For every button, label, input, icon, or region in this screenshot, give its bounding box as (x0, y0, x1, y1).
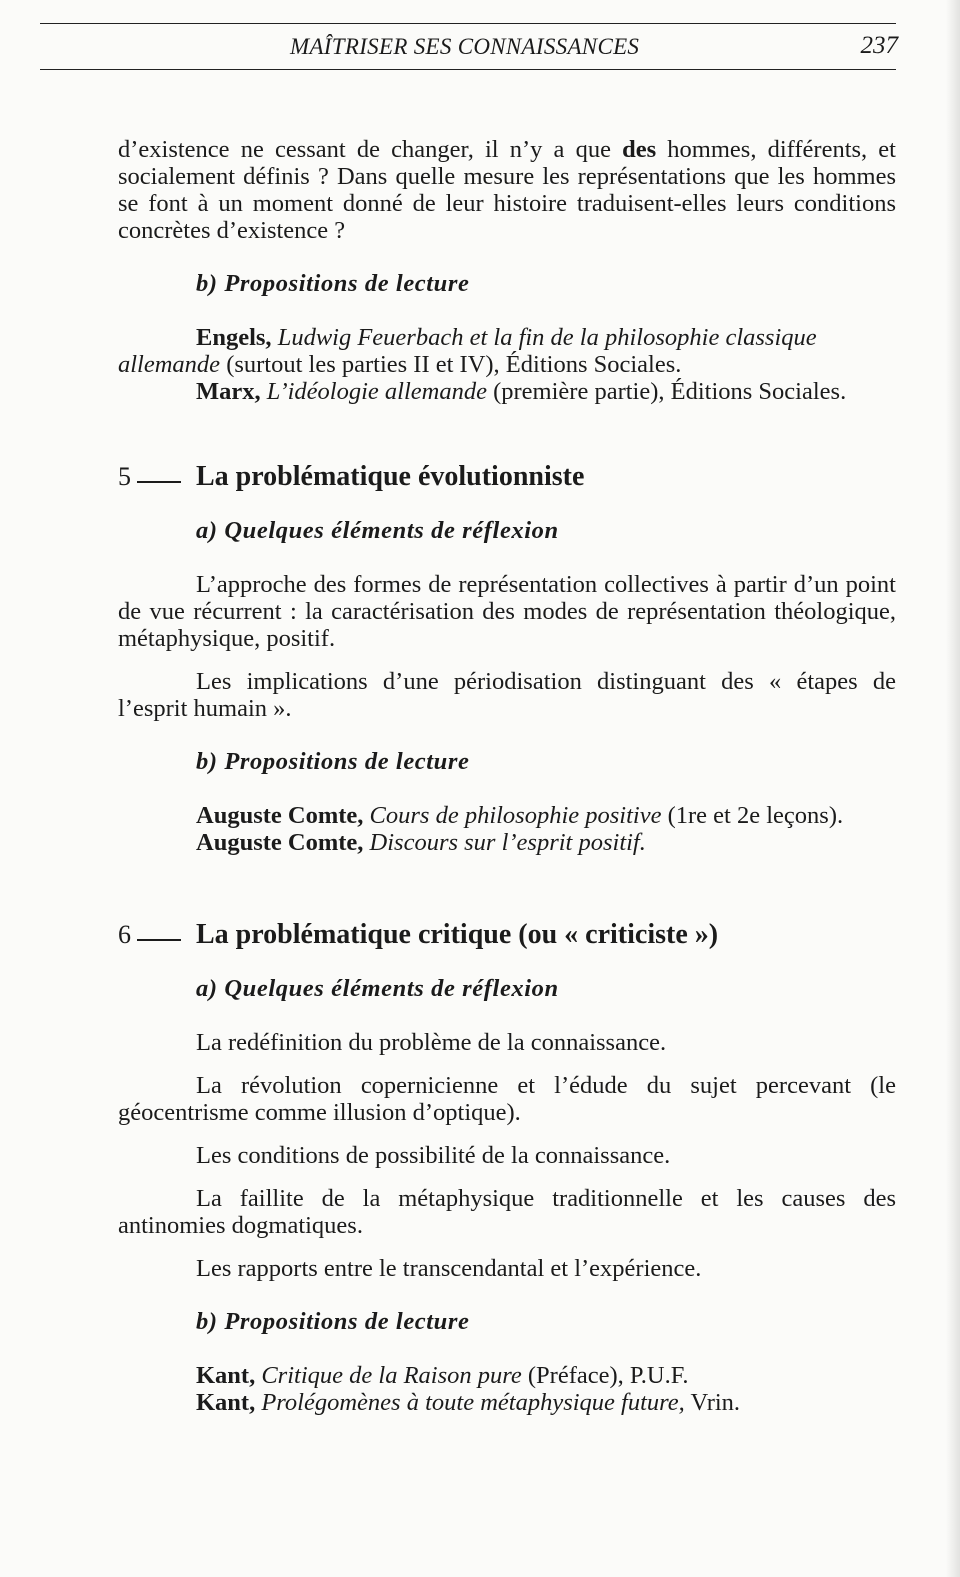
intro-paragraph: d’existence ne cessant de changer, il n’y a que des hommes, différents, et socialement définis ? Dans quelle mesure les représentations que les hommes se font à un moment donné de leur histoire traduisent-elles leurs conditions concrètes d’existence ? (118, 136, 896, 244)
reading-ref-comte-cours: Auguste Comte, Cours de philosophie positive (1re et 2e leçons). (196, 802, 844, 829)
section-6-reading-heading: b) Propositions de lecture (196, 1308, 470, 1335)
page-number: 237 (860, 32, 898, 59)
running-title: MAÎTRISER SES CONNAISSANCES (290, 34, 640, 59)
section-6-paragraph-3: Les conditions de possibilité de la connaissance. (196, 1142, 671, 1169)
section-6-paragraph-4: La faillite de la métaphysique traditionnelle et les causes des antinomies dogmatiques. (118, 1185, 896, 1239)
reading-ref-marx: Marx, L’idéologie allemande (première partie), Éditions Sociales. (196, 378, 847, 405)
part4-reading-list (118, 324, 896, 405)
section-6-paragraph-2: La révolution copernicienne et l’édude du sujet percevant (le géocentrisme comme illusion d’optique). (118, 1072, 896, 1126)
section-6-paragraph-5: Les rapports entre le transcendantal et l’expérience. (196, 1255, 702, 1282)
reading-ref-comte-discours: Auguste Comte, Discours sur l’esprit positif. (196, 829, 646, 856)
section-6-reading-list (118, 1362, 896, 1416)
reading-ref-kant-critique: Kant, Critique de la Raison pure (Préface), P.U.F. (196, 1362, 689, 1389)
section-5-paragraph-1: L’approche des formes de représentation collectives à partir d’un point de vue récurrent : la caractérisation des modes de représentation théologique, métaphysique, positif. (118, 571, 896, 652)
part4-reading-heading: b) Propositions de lecture (196, 270, 470, 297)
section-5-paragraph-2: Les implications d’une périodisation distinguant des « étapes de l’esprit humain ». (118, 668, 896, 722)
page-edge-shadow (946, 0, 960, 1577)
section-5-number: 5 (118, 460, 196, 494)
header-rule-top (40, 23, 896, 24)
header-rule-bottom (40, 69, 896, 70)
section-6-reflection-heading: a) Quelques éléments de réflexion (196, 975, 559, 1002)
page-content (118, 136, 896, 1416)
section-5-heading (118, 460, 896, 494)
reading-ref-kant-prolegomenes: Kant, Prolégomènes à toute métaphysique future, Vrin. (196, 1389, 741, 1416)
section-5-reflection-heading: a) Quelques éléments de réflexion (196, 517, 559, 544)
section-5-reading-list (118, 802, 896, 856)
section-6-heading (118, 918, 896, 952)
reading-ref-engels: Engels, Ludwig Feuerbach et la fin de la philosophie classique allemande (surtout les parties II et IV), Éditions Sociales. (118, 324, 817, 378)
section-5-title: La problématique évolutionniste (196, 461, 585, 492)
section-6-number: 6 (118, 918, 196, 952)
section-5-reading-heading: b) Propositions de lecture (196, 748, 470, 775)
section-6-paragraph-1: La redéfinition du problème de la connaissance. (196, 1029, 667, 1056)
section-6-title: La problématique critique (ou « criticiste ») (196, 919, 719, 950)
